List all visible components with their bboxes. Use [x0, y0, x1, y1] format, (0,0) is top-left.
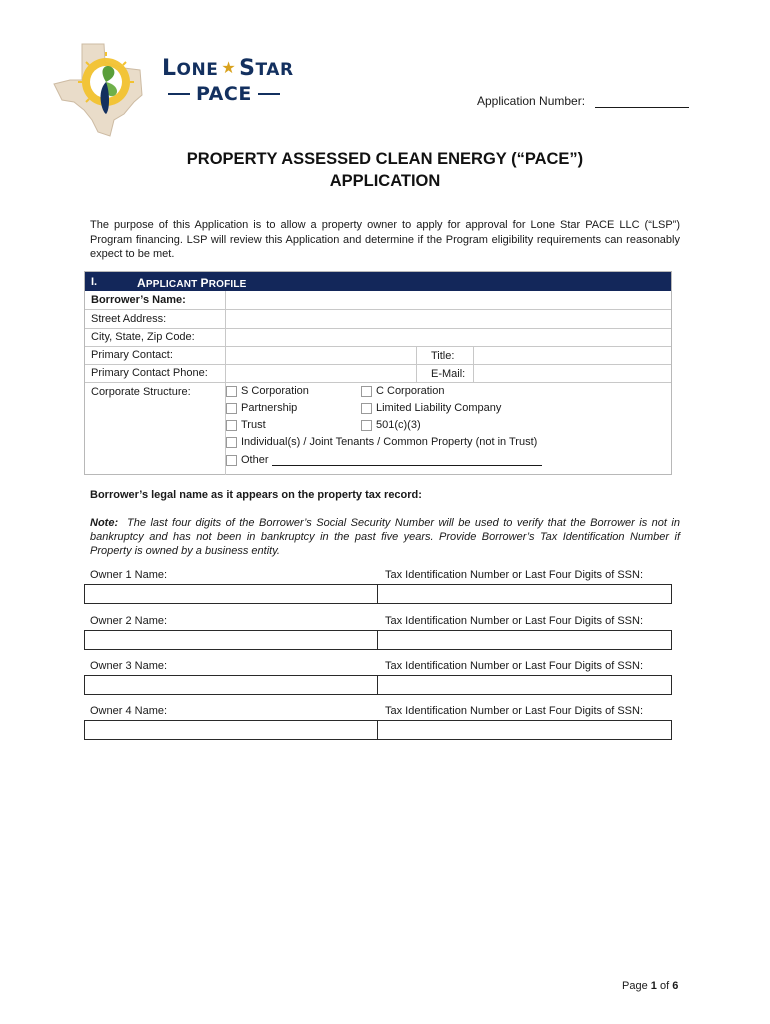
email-field[interactable] — [473, 364, 672, 382]
phone-email-row — [85, 364, 671, 383]
owner-1-tax-id-field[interactable] — [378, 585, 671, 603]
s-corporation-checkbox[interactable] — [226, 385, 309, 397]
application-number-label: Application Number: — [477, 94, 586, 108]
title-field[interactable] — [473, 346, 672, 364]
owner-2-block — [84, 615, 672, 650]
current-page: 1 — [650, 980, 657, 992]
primary-contact-label: Primary Contact: — [91, 349, 173, 361]
checkbox-label: S Corporation — [241, 385, 309, 397]
checkbox-box[interactable] — [226, 386, 237, 397]
c-corporation-checkbox[interactable] — [361, 385, 444, 397]
owner-1-block — [84, 569, 672, 604]
logo-pace: PACE — [196, 83, 252, 105]
borrower-name-label: Borrower’s Name: — [91, 294, 186, 306]
lone-star-pace-logo — [52, 40, 342, 140]
logo-rule — [258, 93, 280, 95]
logo-wordmark — [162, 56, 294, 105]
section-number: I. — [91, 276, 98, 288]
title-label: Title: — [431, 350, 455, 362]
individuals-checkbox[interactable] — [226, 436, 537, 448]
logo-letters: ONE — [176, 60, 219, 80]
owner-4-tax-id-field[interactable] — [378, 721, 671, 739]
title-line-2: APPLICATION — [329, 172, 441, 190]
checkbox-label: Limited Liability Company — [376, 402, 502, 414]
owner-3-block — [84, 660, 672, 695]
star-icon: ★ — [221, 58, 237, 77]
note-text: The last four digits of the Borrower’s Social Security Number will be used to verify that the Borrower is not in bankruptcy and has not been in bankruptcy in the past five years. Provide Borrower’s Tax Identification Number if Property is owned by a business entity. — [90, 517, 680, 557]
checkbox-box[interactable] — [361, 386, 372, 397]
title-line-1: PROPERTY ASSESSED CLEAN ENERGY (“PACE”) — [186, 150, 584, 168]
page-word: Page — [622, 980, 648, 992]
owner-name-label: Owner 4 Name: — [90, 705, 168, 717]
corporate-structure-label: Corporate Structure: — [91, 386, 191, 398]
applicant-profile-section — [84, 271, 672, 475]
primary-contact-phone-label: Primary Contact Phone: — [91, 367, 208, 379]
checkbox-label: 501(c)(3) — [376, 419, 421, 431]
document-title — [90, 148, 680, 192]
section-header — [85, 272, 671, 291]
of-word: of — [659, 980, 670, 992]
owner-4-name-field[interactable] — [85, 721, 377, 739]
owner-3-fields — [84, 675, 672, 695]
page-number — [622, 980, 678, 992]
owner-4-fields — [84, 720, 672, 740]
intro-paragraph: The purpose of this Application is to allow a property owner to apply for approval for Lone Star PACE LLC (“LSP”) Program financing. LSP will review this Application and determine if the Program eligibility requirements can reasonably expect to be met. — [90, 219, 680, 260]
owner-name-label: Owner 3 Name: — [90, 660, 168, 672]
logo-letter: S — [239, 56, 256, 81]
501c3-checkbox[interactable] — [361, 419, 421, 431]
logo-letters: TAR — [255, 60, 294, 80]
section-title-cap: A — [137, 276, 146, 290]
checkbox-box[interactable] — [226, 437, 237, 448]
email-label: E-Mail: — [431, 368, 466, 380]
owner-tax-id-label: Tax Identification Number or Last Four Digits of SSN: — [385, 615, 643, 627]
primary-contact-phone-field[interactable] — [225, 364, 417, 382]
street-address-row — [85, 310, 671, 329]
owner-1-name-field[interactable] — [85, 585, 377, 603]
checkbox-label: Individual(s) / Joint Tenants / Common Property (not in Trust) — [241, 436, 538, 448]
checkbox-box[interactable] — [226, 455, 237, 466]
street-address-label: Street Address: — [91, 313, 167, 325]
checkbox-box[interactable] — [361, 403, 372, 414]
section-title-part: PPLICANT — [145, 279, 201, 290]
borrower-name-field[interactable] — [225, 291, 672, 309]
other-checkbox[interactable] — [226, 454, 542, 466]
owner-name-label: Owner 1 Name: — [90, 569, 168, 581]
owner-3-name-field[interactable] — [85, 676, 377, 694]
other-field[interactable] — [272, 455, 542, 466]
total-pages: 6 — [672, 980, 679, 992]
city-state-zip-field[interactable] — [225, 328, 672, 346]
legal-name-heading: Borrower’s legal name as it appears on the property tax record: — [90, 489, 422, 501]
checkbox-label: Partnership — [241, 402, 298, 414]
borrower-name-row — [85, 291, 671, 310]
city-state-zip-row — [85, 328, 671, 347]
application-number — [477, 94, 689, 108]
primary-contact-row — [85, 346, 671, 365]
trust-checkbox[interactable] — [226, 419, 266, 431]
checkbox-box[interactable] — [361, 420, 372, 431]
partnership-checkbox[interactable] — [226, 402, 297, 414]
owner-2-tax-id-field[interactable] — [378, 631, 671, 649]
owner-4-block — [84, 705, 672, 740]
checkbox-label: C Corporation — [376, 385, 445, 397]
owner-name-label: Owner 2 Name: — [90, 615, 168, 627]
logo-rule — [168, 93, 190, 95]
owner-tax-id-label: Tax Identification Number or Last Four Digits of SSN: — [385, 660, 643, 672]
section-title-part: ROFILE — [208, 279, 247, 290]
checkbox-box[interactable] — [226, 403, 237, 414]
logo-letter: L — [162, 56, 177, 81]
checkbox-label: Trust — [241, 419, 266, 431]
primary-contact-field[interactable] — [225, 346, 417, 364]
checkbox-box[interactable] — [226, 420, 237, 431]
owner-2-name-field[interactable] — [85, 631, 377, 649]
owner-tax-id-label: Tax Identification Number or Last Four Digits of SSN: — [385, 705, 643, 717]
owner-1-fields — [84, 584, 672, 604]
texas-sun-leaf-icon — [52, 40, 162, 140]
checkbox-label: Other — [241, 454, 269, 466]
application-number-field[interactable] — [595, 95, 689, 108]
ssn-note — [90, 516, 680, 558]
street-address-field[interactable] — [225, 310, 672, 328]
owner-2-fields — [84, 630, 672, 650]
owner-tax-id-label: Tax Identification Number or Last Four Digits of SSN: — [385, 569, 643, 581]
section-title-cap: P — [200, 276, 209, 290]
section-title — [137, 276, 247, 290]
owner-3-tax-id-field[interactable] — [378, 676, 671, 694]
llc-checkbox[interactable] — [361, 402, 501, 414]
note-label: Note: — [90, 517, 119, 529]
city-state-zip-label: City, State, Zip Code: — [91, 331, 195, 343]
